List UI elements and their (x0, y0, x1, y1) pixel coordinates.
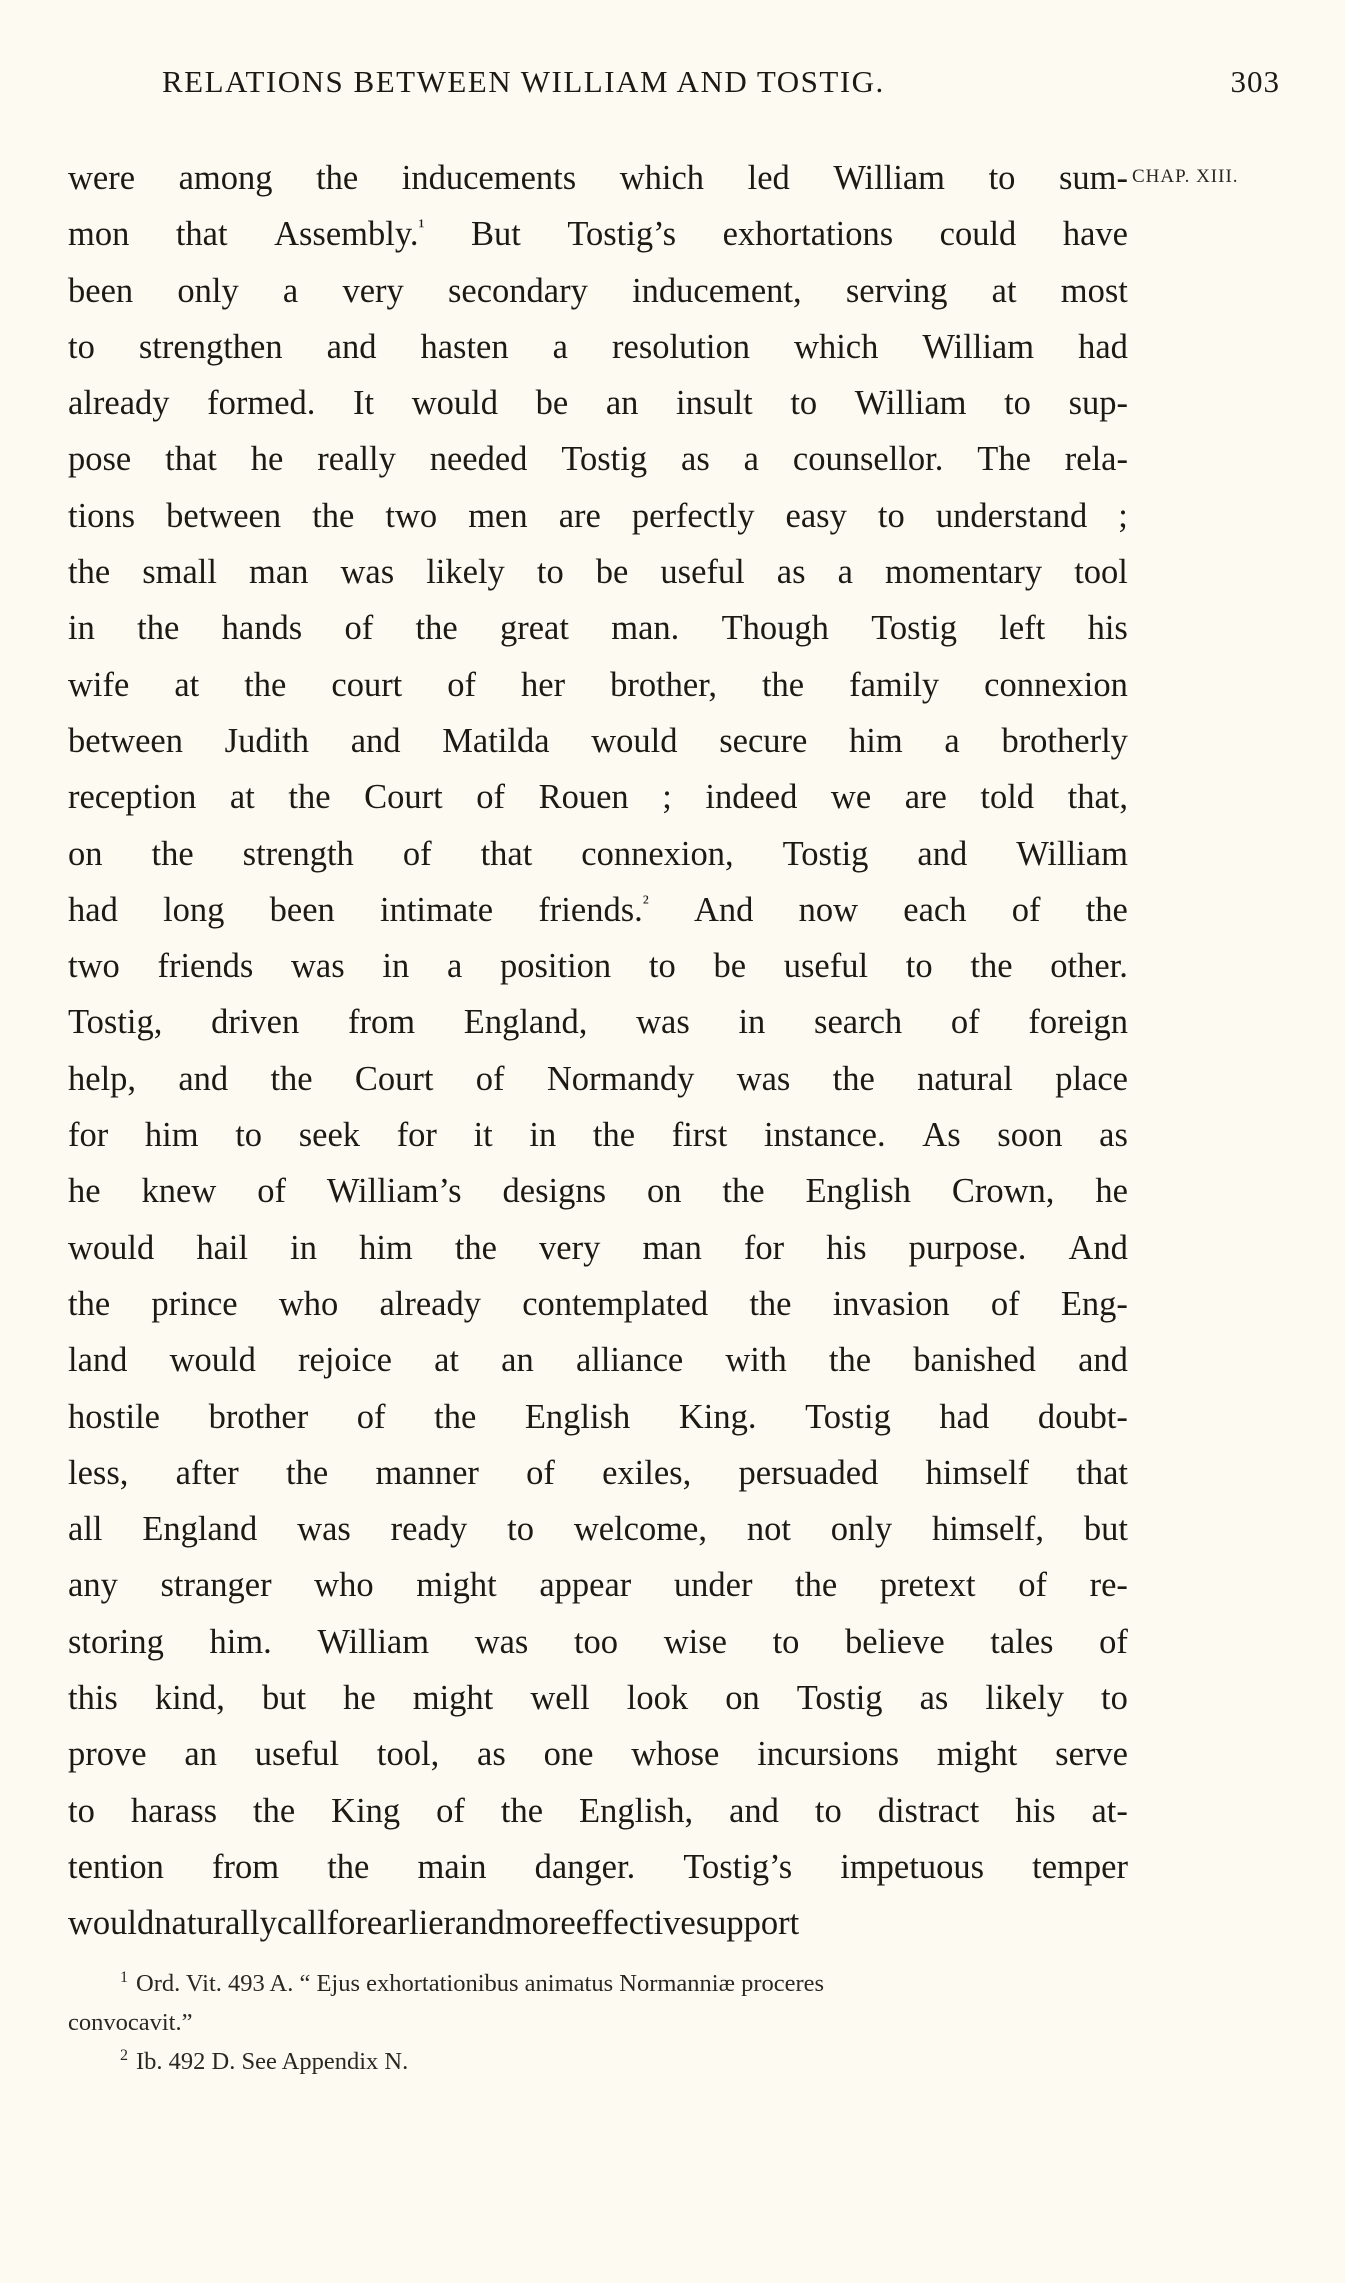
text-line: the small man was likely to be useful as a momentary tool (68, 553, 1128, 592)
text-line: he knew of William’s designs on the English Crown, he (68, 1172, 1128, 1211)
text-line: storing him. William was too wise to believe tales of (68, 1622, 1128, 1661)
text-line: between Judith and Matilda would secure him a brotherly (68, 721, 1128, 760)
text-line: the prince who already contemplated the invasion of Eng- (68, 1284, 1128, 1323)
text-line: pose that he really needed Tostig as a counsellor. The rela- (68, 440, 1128, 479)
text-line: for him to seek for it in the first instance. As soon as (68, 1116, 1128, 1155)
text-line: to harass the King of the English, and to distract his at- (68, 1791, 1128, 1830)
text-line: help, and the Court of Normandy was the natural place (68, 1059, 1128, 1098)
text-line: this kind, but he might well look on Tostig as likely to (68, 1679, 1128, 1718)
text-line: in the hands of the great man. Though Tostig left his (68, 609, 1128, 648)
page-header (162, 64, 1280, 114)
text-line: tention from the main danger. Tostig’s impetuous temper (68, 1847, 1128, 1886)
text-line: tions between the two men are perfectly easy to understand ; (68, 496, 1128, 535)
page-number: 303 (1230, 64, 1280, 99)
text-line: two friends was in a position to be useful to the other. (68, 947, 1128, 986)
text-line: to strengthen and hasten a resolution which William had (68, 327, 1128, 366)
text-line: mon that Assembly.$^{^1}$ But Tostig’s exhortations could have (68, 215, 1128, 254)
body-text (68, 150, 1128, 1952)
text-line: been only a very secondary inducement, serving at most (68, 271, 1128, 310)
margin-note-chapter: CHAP. XIII. (1132, 166, 1239, 187)
text-line: on the strength of that connexion, Tostig and William (68, 834, 1128, 873)
running-head: RELATIONS BETWEEN WILLIAM AND TOSTIG. (162, 64, 885, 99)
footnote-text: Ord. Vit. 493 A. “ Ejus exhortationibus animatus Normanniæ proceres (136, 1970, 825, 1997)
footnote-2 (68, 2042, 1288, 2081)
text-line: any stranger who might appear under the pretext of re- (68, 1566, 1128, 1605)
footnote-marker: 2 (120, 2046, 128, 2064)
text-line: land would rejoice at an alliance with the banished and (68, 1341, 1128, 1380)
text-line: Tostig, driven from England, was in search of foreign (68, 1003, 1128, 1042)
footnote-1-continued (68, 2003, 1288, 2042)
text-line: were among the inducements which led William to sum- (68, 159, 1128, 197)
text-line: reception at the Court of Rouen ; indeed we are told that, (68, 778, 1128, 817)
text-line: already formed. It would be an insult to William to sup- (68, 384, 1128, 423)
footnotes (68, 1964, 1288, 2081)
footnote-marker: 1 (120, 1968, 128, 1986)
text-line: hostile brother of the English King. Tostig had doubt- (68, 1397, 1128, 1436)
text-line: had long been intimate friends.$^{^2}$ And now each of the (68, 890, 1128, 929)
text-line: wife at the court of her brother, the family connexion (68, 665, 1128, 704)
text-line: prove an useful tool, as one whose incursions might serve (68, 1735, 1128, 1774)
text-line: less, after the manner of exiles, persuaded himself that (68, 1453, 1128, 1492)
text-line: would naturally call for earlier and more effective support (68, 1904, 800, 1943)
text-line: all England was ready to welcome, not only himself, but (68, 1510, 1128, 1549)
footnote-text: convocavit.” (68, 2009, 193, 2036)
text-line: would hail in him the very man for his purpose. And (68, 1228, 1128, 1267)
footnote-1 (68, 1964, 1288, 2003)
footnote-text: Ib. 492 D. See Appendix N. (136, 2048, 409, 2075)
